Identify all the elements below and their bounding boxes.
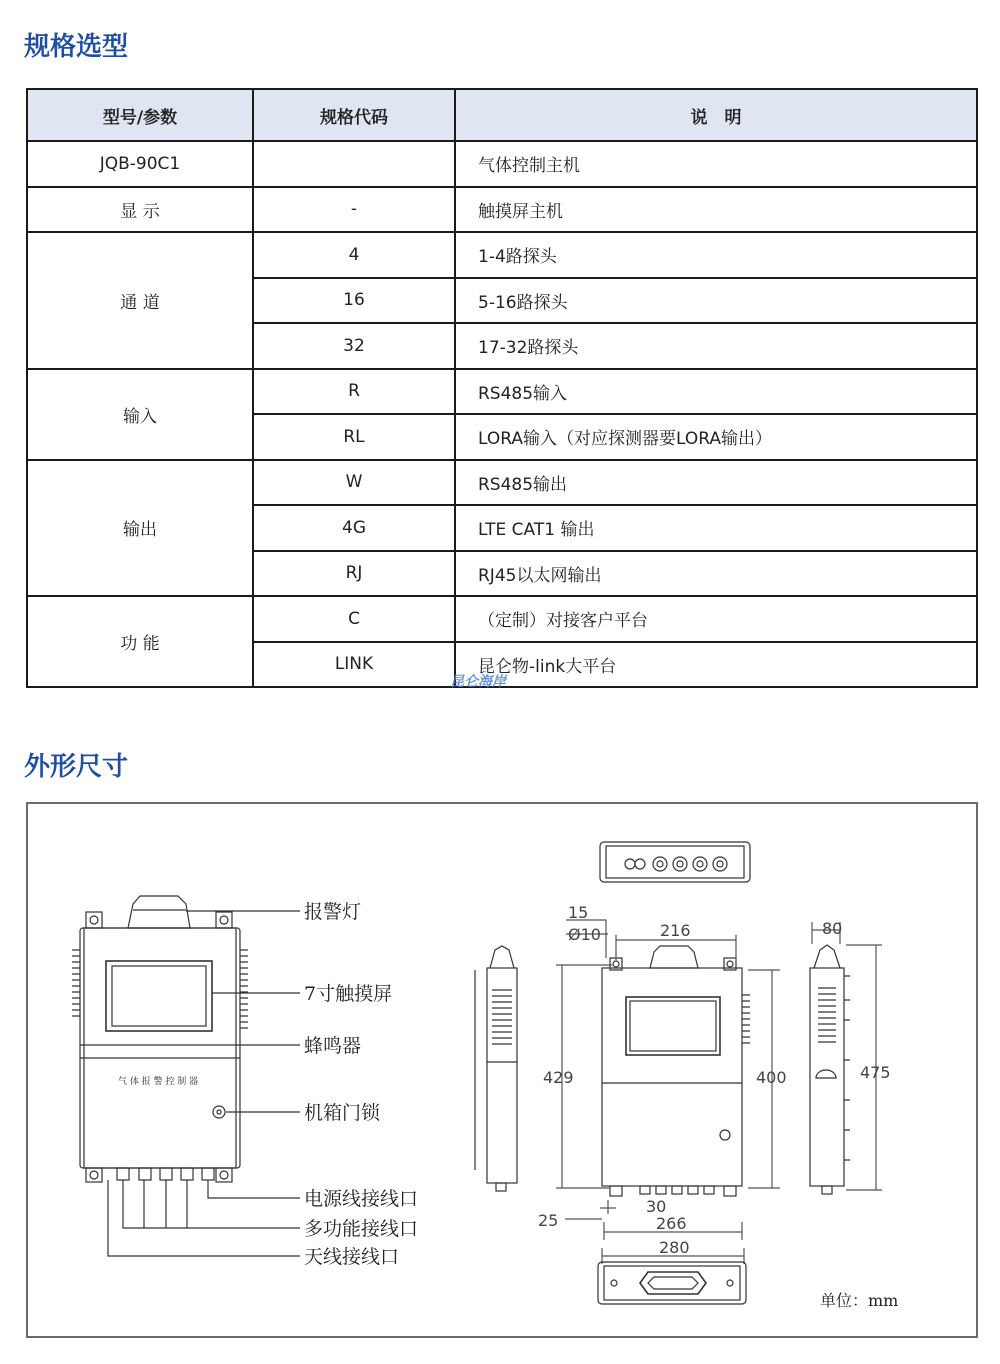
cell-group: JQB-90C1 bbox=[27, 141, 253, 187]
top-view bbox=[600, 842, 750, 882]
cell-group: 输入 bbox=[27, 369, 253, 460]
cell-code: LINK bbox=[253, 642, 455, 688]
cell-code: - bbox=[253, 187, 455, 233]
header-code: 规格代码 bbox=[253, 89, 455, 141]
callout-buzzer: 蜂鸣器 bbox=[304, 1035, 362, 1057]
cell-code: 32 bbox=[253, 323, 455, 369]
cell-desc: 气体控制主机 bbox=[455, 141, 977, 187]
callout-alarm-light: 报警灯 bbox=[304, 901, 362, 923]
cell-group: 显 示 bbox=[27, 187, 253, 233]
cell-group: 输出 bbox=[27, 460, 253, 597]
dim-80: 80 bbox=[822, 919, 843, 938]
cell-desc: 5-16路探头 bbox=[455, 278, 977, 324]
panel-label: 气 体 报 警 控 制 器 bbox=[118, 1077, 199, 1087]
callout-antenna-port: 天线接线口 bbox=[304, 1246, 400, 1268]
section-title-spec: 规格选型 bbox=[24, 32, 129, 62]
cell-code: 16 bbox=[253, 278, 455, 324]
cell-code: C bbox=[253, 596, 455, 642]
dim-25: 25 bbox=[538, 1211, 559, 1230]
dim-429: 429 bbox=[543, 1068, 574, 1087]
cell-desc: RJ45以太网输出 bbox=[455, 551, 977, 597]
dim-280: 280 bbox=[659, 1238, 690, 1257]
cell-desc: LTE CAT1 输出 bbox=[455, 505, 977, 551]
cell-code: 4 bbox=[253, 232, 455, 278]
callout-door-lock: 机箱门锁 bbox=[304, 1102, 381, 1124]
dim-15: 15 bbox=[568, 903, 589, 922]
dim-475: 475 bbox=[860, 1063, 891, 1082]
front-view-dimensioned bbox=[556, 920, 780, 1240]
header-desc: 说 明 bbox=[455, 89, 977, 141]
side-view-right bbox=[810, 922, 882, 1194]
cell-desc: RS485输入 bbox=[455, 369, 977, 415]
cell-code: RL bbox=[253, 414, 455, 460]
callout-power-port: 电源线接线口 bbox=[304, 1188, 419, 1210]
cell-desc: RS485输出 bbox=[455, 460, 977, 506]
dim-266: 266 bbox=[656, 1214, 687, 1233]
cell-code: W bbox=[253, 460, 455, 506]
unit-label: 单位：mm bbox=[820, 1291, 899, 1310]
dim-400: 400 bbox=[756, 1068, 787, 1087]
side-view-left bbox=[475, 946, 517, 1191]
dim-10: Ø10 bbox=[568, 925, 601, 944]
front-view-labeled bbox=[72, 896, 300, 1256]
cell-code: RJ bbox=[253, 551, 455, 597]
callout-multi-port: 多功能接线口 bbox=[304, 1218, 419, 1240]
dim-30: 30 bbox=[646, 1197, 667, 1216]
section-title-dimensions: 外形尺寸 bbox=[24, 752, 129, 782]
cell-desc: 17-32路探头 bbox=[455, 323, 977, 369]
cell-group: 功 能 bbox=[27, 596, 253, 687]
cell-group: 通 道 bbox=[27, 232, 253, 369]
cell-desc: （定制）对接客户平台 bbox=[455, 596, 977, 642]
cell-code: 4G bbox=[253, 505, 455, 551]
dim-216: 216 bbox=[660, 921, 691, 940]
cell-desc: 1-4路探头 bbox=[455, 232, 977, 278]
cell-desc: 昆仑物-link大平台 bbox=[455, 642, 977, 688]
callout-touch-screen: 7寸触摸屏 bbox=[304, 983, 393, 1005]
header-model: 型号/参数 bbox=[27, 89, 253, 141]
cell-desc: LORA输入（对应探测器要LORA输出） bbox=[455, 414, 977, 460]
cell-code: R bbox=[253, 369, 455, 415]
cell-desc: 触摸屏主机 bbox=[455, 187, 977, 233]
watermark-logo: 昆仑海岸 bbox=[450, 674, 506, 690]
